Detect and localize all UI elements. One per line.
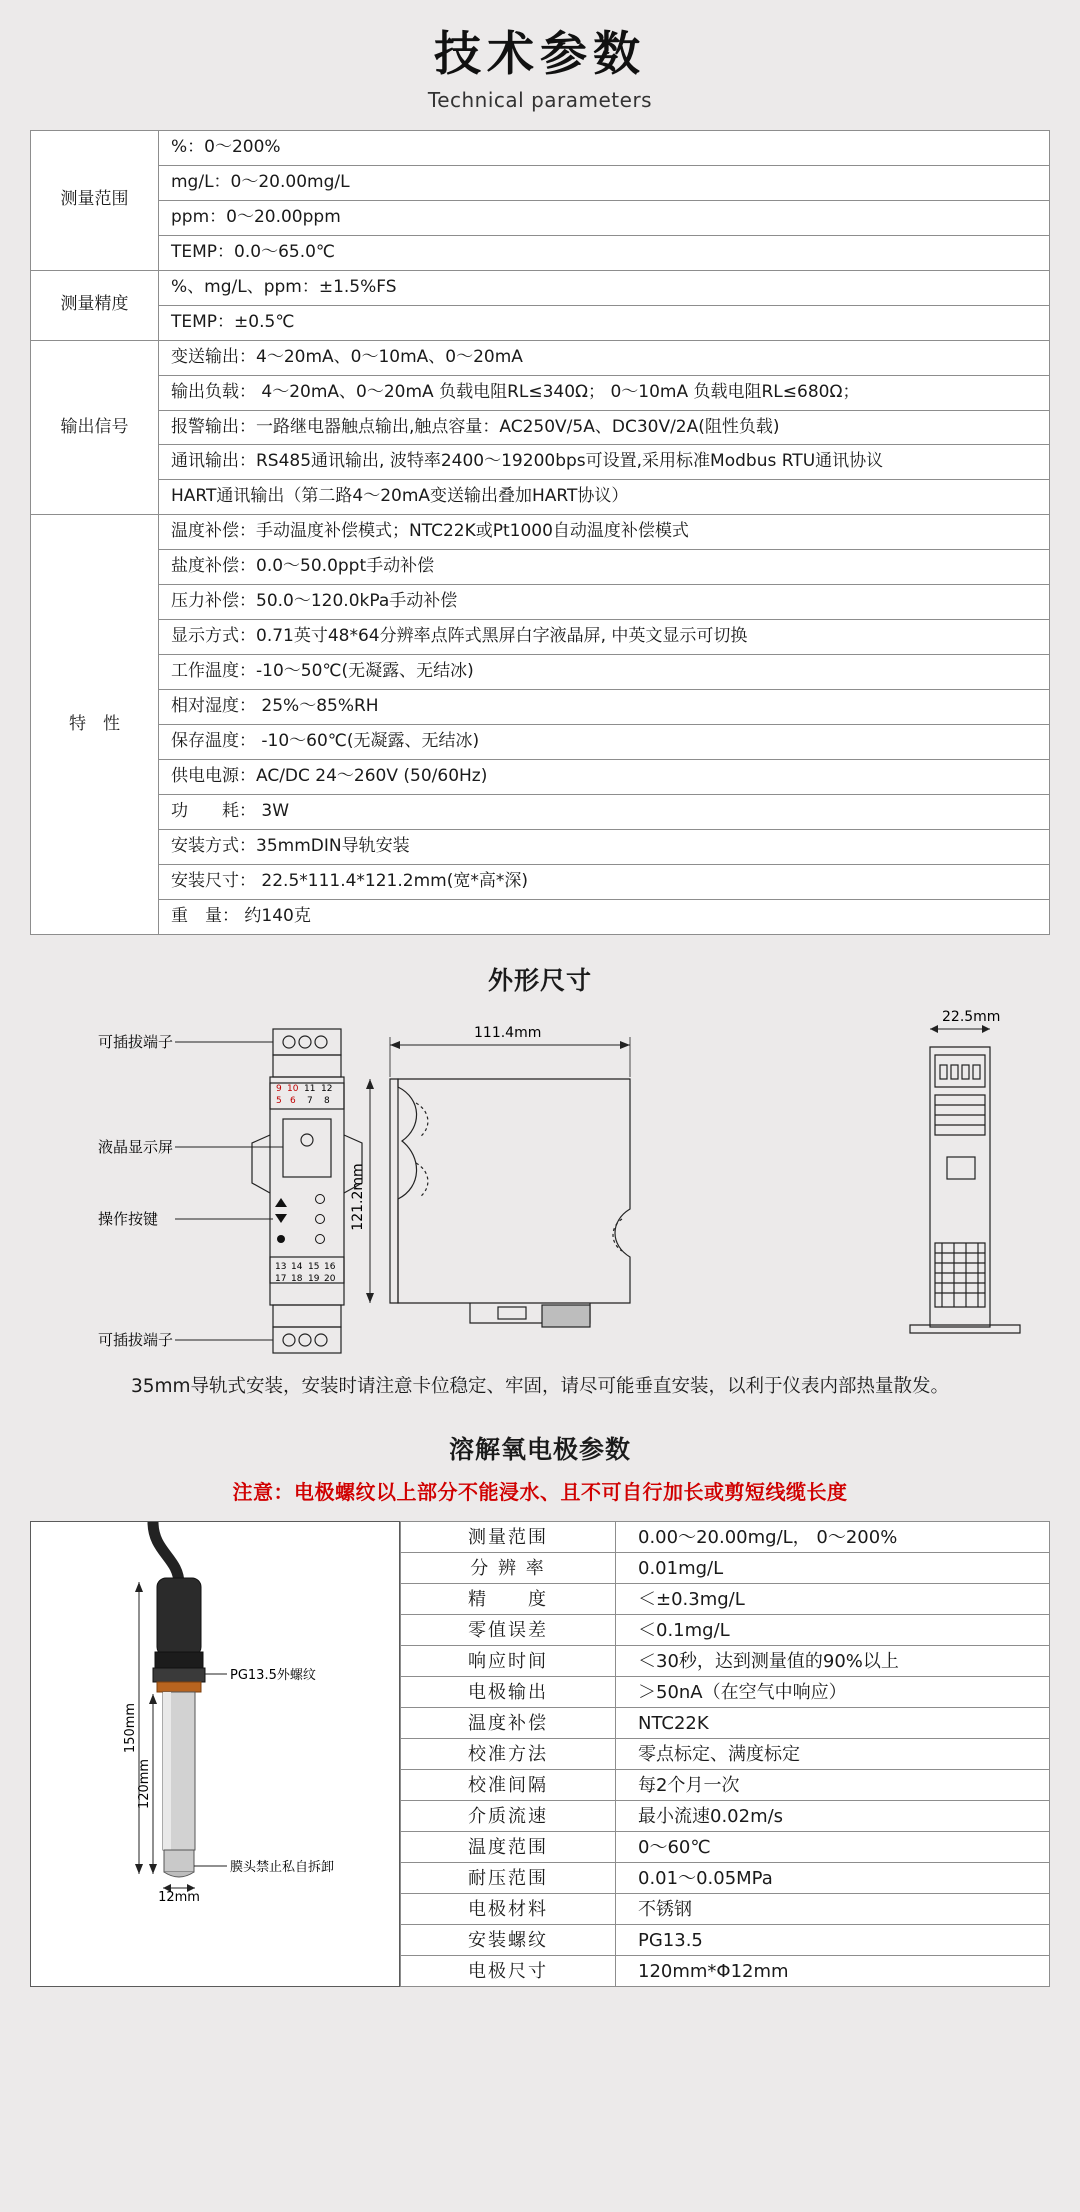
electrode-table — [400, 1521, 1050, 1987]
electrode-value: 0.01～0.05MPa — [616, 1863, 1050, 1894]
electrode-key: 零值误差 — [401, 1615, 616, 1646]
terminal-number: 6 — [290, 1095, 296, 1106]
spec-value: 温度补偿：手动温度补偿模式；NTC22K或Pt1000自动温度补偿模式 — [159, 515, 1050, 550]
table-row — [31, 235, 1050, 270]
dim-height-front: 121.2mm — [350, 1162, 366, 1231]
electrode-value: 零点标定、满度标定 — [616, 1739, 1050, 1770]
terminal-number: 19 — [308, 1273, 320, 1284]
spec-value: 报警输出：一路继电器触点输出,触点容量：AC250V/5A、DC30V/2A(阻性负载) — [159, 410, 1050, 445]
table-row — [31, 445, 1050, 480]
table-row — [31, 165, 1050, 200]
table-row — [401, 1553, 1050, 1584]
table-row — [401, 1522, 1050, 1553]
spec-value: 安装方式：35mmDIN导轨安装 — [159, 829, 1050, 864]
electrode-key: 耐压范围 — [401, 1863, 616, 1894]
electrode-key: 测量范围 — [401, 1522, 616, 1553]
table-row — [31, 340, 1050, 375]
electrode-section-title: 溶解氧电极参数 — [448, 1435, 631, 1465]
table-row — [31, 480, 1050, 515]
spec-value: 变送输出：4～20mA、0～10mA、0～20mA — [159, 340, 1050, 375]
table-row — [31, 515, 1050, 550]
page-subtitle: Technical parameters — [427, 88, 653, 113]
electrode-value: 0.00～20.00mg/L， 0～200% — [616, 1522, 1050, 1553]
electrode-key: 精 度 — [401, 1584, 616, 1615]
table-row — [31, 829, 1050, 864]
spec-value: 输出负载： 4～20mA、0～20mA 负载电阻RL≤340Ω； 0～10mA 负载电阻RL≤680Ω； — [159, 375, 1050, 410]
spec-label: 测量精度 — [31, 270, 159, 340]
callout-terminal-top: 可插拔端子 — [98, 1032, 174, 1051]
terminal-number: 12 — [321, 1083, 333, 1094]
electrode-value: 最小流速0.02m/s — [616, 1801, 1050, 1832]
table-row — [401, 1925, 1050, 1956]
table-row — [31, 375, 1050, 410]
table-row — [31, 585, 1050, 620]
electrode-key: 响应时间 — [401, 1646, 616, 1677]
table-row — [31, 550, 1050, 585]
dimension-drawing — [30, 1007, 1050, 1357]
label-membrane: 膜头禁止私自拆卸 — [230, 1860, 335, 1876]
electrode-value: ＞50nA（在空气中响应） — [616, 1677, 1050, 1708]
callout-terminal-bottom: 可插拔端子 — [98, 1330, 174, 1349]
spec-value: mg/L：0～20.00mg/L — [159, 165, 1050, 200]
spec-label: 测量范围 — [31, 131, 159, 271]
electrode-key: 校准方法 — [401, 1739, 616, 1770]
table-row — [401, 1894, 1050, 1925]
table-row — [401, 1801, 1050, 1832]
terminal-number: 15 — [308, 1261, 320, 1272]
spec-value: 供电电源：AC/DC 24～260V (50/60Hz) — [159, 759, 1050, 794]
label-diameter: 12mm — [158, 1890, 200, 1903]
operation-keys-glyphs — [275, 1194, 325, 1243]
spec-value: 通讯输出：RS485通讯输出, 波特率2400～19200bps可设置,采用标准Modbus RTU通讯协议 — [159, 445, 1050, 480]
table-row — [31, 759, 1050, 794]
electrode-key: 校准间隔 — [401, 1770, 616, 1801]
spec-table-wrap — [0, 130, 1080, 935]
dimension-svg — [30, 1007, 1050, 1357]
spec-value: 压力补偿：50.0～120.0kPa手动补偿 — [159, 585, 1050, 620]
dim-depth-side: 22.5mm — [942, 1008, 1001, 1025]
electrode-value: ＜0.1mg/L — [616, 1615, 1050, 1646]
terminal-number: 7 — [307, 1095, 313, 1106]
spec-value: HART通讯输出（第二路4～20mA变送输出叠加HART协议） — [159, 480, 1050, 515]
spec-value: 工作温度：-10～50℃(无凝露、无结冰) — [159, 655, 1050, 690]
table-row — [31, 410, 1050, 445]
table-row — [401, 1956, 1050, 1987]
electrode-value: 0.01mg/L — [616, 1553, 1050, 1584]
spec-value: TEMP：±0.5℃ — [159, 305, 1050, 340]
spec-value: 重 量： 约140克 — [159, 899, 1050, 934]
terminal-number: 11 — [304, 1083, 316, 1094]
spec-value: 保存温度： -10～60℃(无凝露、无结冰) — [159, 724, 1050, 759]
electrode-value: ＜±0.3mg/L — [616, 1584, 1050, 1615]
table-row — [31, 655, 1050, 690]
callout-lcd: 液晶显示屏 — [98, 1137, 174, 1156]
terminal-number: 16 — [324, 1261, 336, 1272]
table-row — [31, 620, 1050, 655]
spec-value: TEMP：0.0～65.0℃ — [159, 235, 1050, 270]
spec-value: 安装尺寸： 22.5*111.4*121.2mm(宽*高*深) — [159, 864, 1050, 899]
spec-value: 相对湿度： 25%～85%RH — [159, 690, 1050, 725]
spec-value: %：0～200% — [159, 131, 1050, 166]
electrode-key: 电极材料 — [401, 1894, 616, 1925]
table-row — [401, 1646, 1050, 1677]
table-row — [31, 794, 1050, 829]
electrode-key: 温度范围 — [401, 1832, 616, 1863]
spec-value: 盐度补偿：0.0～50.0ppt手动补偿 — [159, 550, 1050, 585]
electrode-value: 0～60℃ — [616, 1832, 1050, 1863]
table-row — [401, 1708, 1050, 1739]
table-row — [401, 1739, 1050, 1770]
dimension-section-title: 外形尺寸 — [487, 965, 592, 995]
table-row — [401, 1615, 1050, 1646]
terminal-number: 18 — [291, 1273, 303, 1284]
installation-note: 35mm导轨式安装，安装时请注意卡位稳定、牢固，请尽可能垂直安装，以利于仪表内部热量散发。 — [130, 1375, 950, 1397]
table-row — [401, 1832, 1050, 1863]
table-row — [31, 864, 1050, 899]
label-length-total: 150mm — [123, 1703, 138, 1754]
callout-keys: 操作按键 — [98, 1209, 159, 1228]
terminal-number: 17 — [275, 1273, 287, 1284]
terminal-number: 5 — [276, 1095, 282, 1106]
electrode-key: 分 辨 率 — [401, 1553, 616, 1584]
terminal-number: 14 — [291, 1261, 303, 1272]
electrode-value: 120mm*Φ12mm — [616, 1956, 1050, 1987]
spec-table — [30, 130, 1050, 935]
spec-label: 输出信号 — [31, 340, 159, 515]
electrode-value: NTC22K — [616, 1708, 1050, 1739]
electrode-key: 电极尺寸 — [401, 1956, 616, 1987]
spec-value: ppm：0～20.00ppm — [159, 200, 1050, 235]
electrode-svg — [31, 1522, 399, 1902]
electrode-key: 安装螺纹 — [401, 1925, 616, 1956]
table-row — [31, 270, 1050, 305]
spec-value: 显示方式：0.71英寸48*64分辨率点阵式黑屏白字液晶屏, 中英文显示可切换 — [159, 620, 1050, 655]
electrode-diagram — [30, 1521, 400, 1987]
page-title: 技术参数 — [434, 27, 646, 82]
terminal-number: 10 — [287, 1083, 299, 1094]
electrode-value: 每2个月一次 — [616, 1770, 1050, 1801]
table-row — [31, 899, 1050, 934]
spec-label: 特 性 — [31, 515, 159, 934]
electrode-key: 电极输出 — [401, 1677, 616, 1708]
table-row — [31, 305, 1050, 340]
table-row — [401, 1584, 1050, 1615]
electrode-value: PG13.5 — [616, 1925, 1050, 1956]
spec-value: %、mg/L、ppm：±1.5%FS — [159, 270, 1050, 305]
table-row — [31, 724, 1050, 759]
electrode-warning: 注意：电极螺纹以上部分不能浸水、且不可自行加长或剪短线缆长度 — [232, 1480, 848, 1505]
table-row — [401, 1677, 1050, 1708]
terminal-number: 20 — [324, 1273, 336, 1284]
table-row — [31, 131, 1050, 166]
spec-value: 功 耗： 3W — [159, 794, 1050, 829]
terminal-number: 9 — [276, 1083, 282, 1094]
electrode-value: 不锈钢 — [616, 1894, 1050, 1925]
electrode-key: 介质流速 — [401, 1801, 616, 1832]
label-length-body: 120mm — [137, 1759, 152, 1810]
electrode-value: ＜30秒，达到测量值的90%以上 — [616, 1646, 1050, 1677]
table-row — [401, 1770, 1050, 1801]
page-header — [0, 0, 1080, 130]
table-row — [31, 690, 1050, 725]
electrode-table-wrap — [400, 1521, 1050, 1987]
terminal-number: 8 — [324, 1095, 330, 1106]
electrode-section — [0, 1521, 1080, 1987]
label-thread: PG13.5外螺纹 — [230, 1668, 316, 1684]
table-row — [31, 200, 1050, 235]
table-row — [401, 1863, 1050, 1894]
electrode-key: 温度补偿 — [401, 1708, 616, 1739]
terminal-number: 13 — [275, 1261, 287, 1272]
dim-width-front: 111.4mm — [474, 1024, 542, 1041]
